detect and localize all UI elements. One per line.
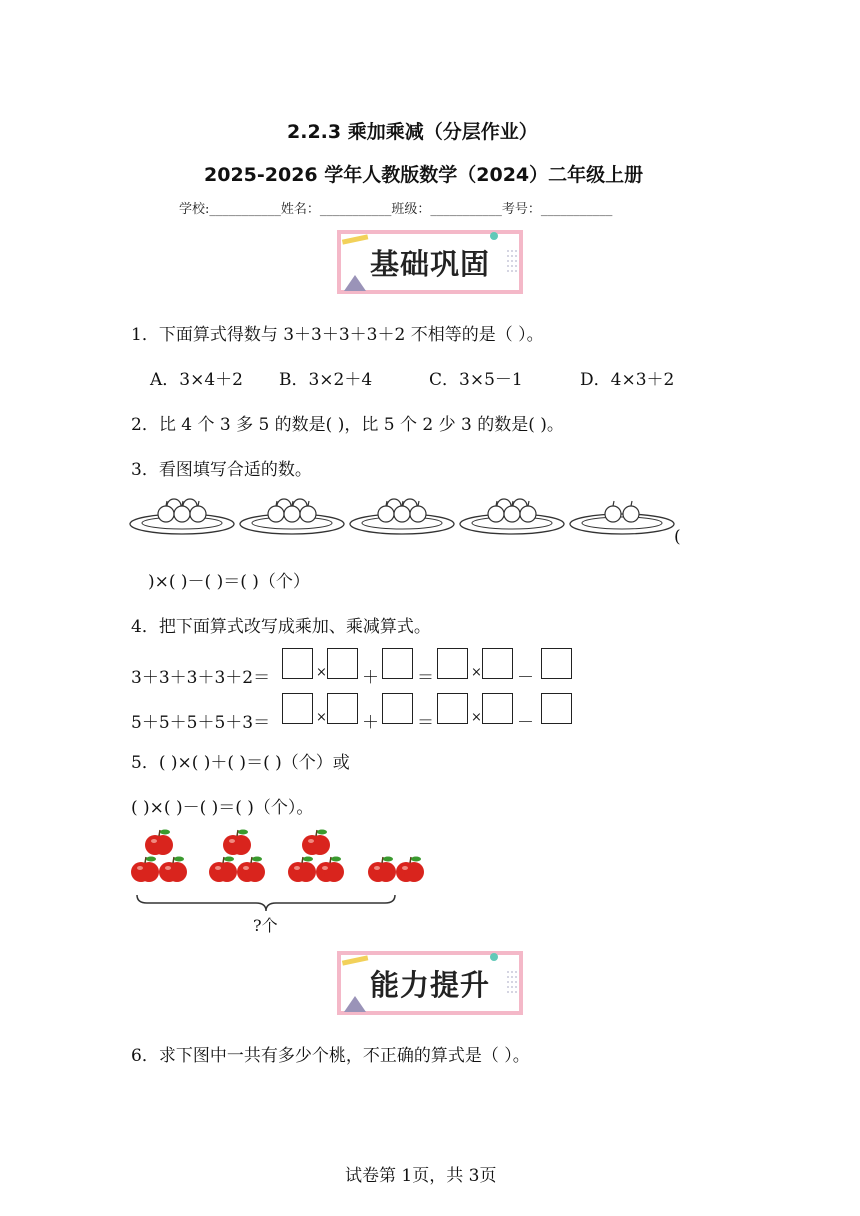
plate-1 <box>130 499 234 534</box>
question-1-option-b: B．3×2＋4 <box>279 370 373 390</box>
q4-row-1-box-5[interactable] <box>482 648 513 679</box>
question-1-option-a: A．3×4＋2 <box>150 370 243 390</box>
q4-row-1-minus: － <box>517 668 534 688</box>
q4-row-2-box-3[interactable] <box>382 693 413 724</box>
page-title: 2.2.3 乘加乘减（分层作业） <box>287 121 538 143</box>
plates-of-apples-figure <box>128 494 678 544</box>
red-apple-icon <box>209 857 237 883</box>
red-apple-icon <box>288 857 316 883</box>
question-1-option-c: C．3×5－1 <box>429 370 523 390</box>
red-apple-icon <box>145 830 173 856</box>
q4-row-1-equals: ＝ <box>417 668 434 688</box>
q4-row-2-box-6[interactable] <box>541 693 572 724</box>
section-title-basic: 基础巩固 <box>369 247 490 281</box>
page-subtitle: 2025-2026 学年人教版数学（2024）二年级上册 <box>204 164 644 186</box>
q4-row-1-times-2: × <box>471 665 482 680</box>
question-3-paren-open: ( <box>674 527 681 547</box>
question-5-line-2: ( )×( )－( )＝( )（个）。 <box>131 798 314 818</box>
red-apple-icon <box>302 830 330 856</box>
page-footer: 试卷第 1页，共 3页 <box>345 1166 497 1186</box>
section-banner-advanced <box>336 950 524 1016</box>
question-1-stem: 1．下面算式得数与 3＋3＋3＋3＋2 不相等的是（ ）。 <box>131 325 544 345</box>
red-apple-icon <box>316 857 344 883</box>
q4-row-2-box-5[interactable] <box>482 693 513 724</box>
q4-row-2-box-4[interactable] <box>437 693 468 724</box>
q4-row-2-times-2: × <box>471 710 482 725</box>
red-apple-icon <box>131 857 159 883</box>
q4-row-1-box-1[interactable] <box>282 648 313 679</box>
plate-3 <box>350 499 454 534</box>
red-apple-icon <box>159 857 187 883</box>
brace-icon <box>135 893 397 913</box>
question-4-stem: 4．把下面算式改写成乘加、乘减算式。 <box>131 617 431 637</box>
q4-row-2-box-2[interactable] <box>327 693 358 724</box>
outlined-apple-icon <box>605 501 621 522</box>
red-apple-icon <box>396 857 424 883</box>
plate-4 <box>460 499 564 534</box>
outlined-apple-icon <box>623 501 639 522</box>
q4-row-1-expr: 3＋3＋3＋3＋2＝ <box>131 668 271 688</box>
question-1-option-d: D．4×3＋2 <box>580 370 675 390</box>
plate-5 <box>570 501 674 534</box>
q4-row-1-plus: ＋ <box>362 668 379 688</box>
q4-row-2-equals: ＝ <box>417 713 434 733</box>
q4-row-2-minus: － <box>517 713 534 733</box>
q4-row-2-box-1[interactable] <box>282 693 313 724</box>
question-5-line-1: 5．( )×( )＋( )＝( )（个）或 <box>131 753 350 773</box>
question-2-stem: 2．比 4 个 3 多 5 的数是( )，比 5 个 2 少 3 的数是( )。 <box>131 415 564 435</box>
section-title-advanced: 能力提升 <box>369 968 490 1002</box>
student-info-line: 学校:___________姓名：___________班级：___________考号：___________ <box>179 202 613 217</box>
question-3-answer-line: )×( )－( )＝( )（个） <box>148 572 310 592</box>
q4-row-1-box-6[interactable] <box>541 648 572 679</box>
q4-row-2-plus: ＋ <box>362 713 379 733</box>
red-apple-icon <box>237 857 265 883</box>
section-banner-basic <box>336 229 524 295</box>
q4-row-1-box-4[interactable] <box>437 648 468 679</box>
question-6-stem: 6．求下图中一共有多少个桃，不正确的算式是（ ）。 <box>131 1046 530 1066</box>
question-3-stem: 3．看图填写合适的数。 <box>131 460 312 480</box>
q4-row-1-times-1: × <box>316 665 327 680</box>
plate-2 <box>240 499 344 534</box>
q4-row-1-box-2[interactable] <box>327 648 358 679</box>
red-apple-icon <box>368 857 396 883</box>
brace-label: ?个 <box>253 916 278 935</box>
q4-row-1-box-3[interactable] <box>382 648 413 679</box>
red-apple-icon <box>223 830 251 856</box>
q4-row-2-expr: 5＋5＋5＋5＋3＝ <box>131 713 271 733</box>
q4-row-2-times-1: × <box>316 710 327 725</box>
